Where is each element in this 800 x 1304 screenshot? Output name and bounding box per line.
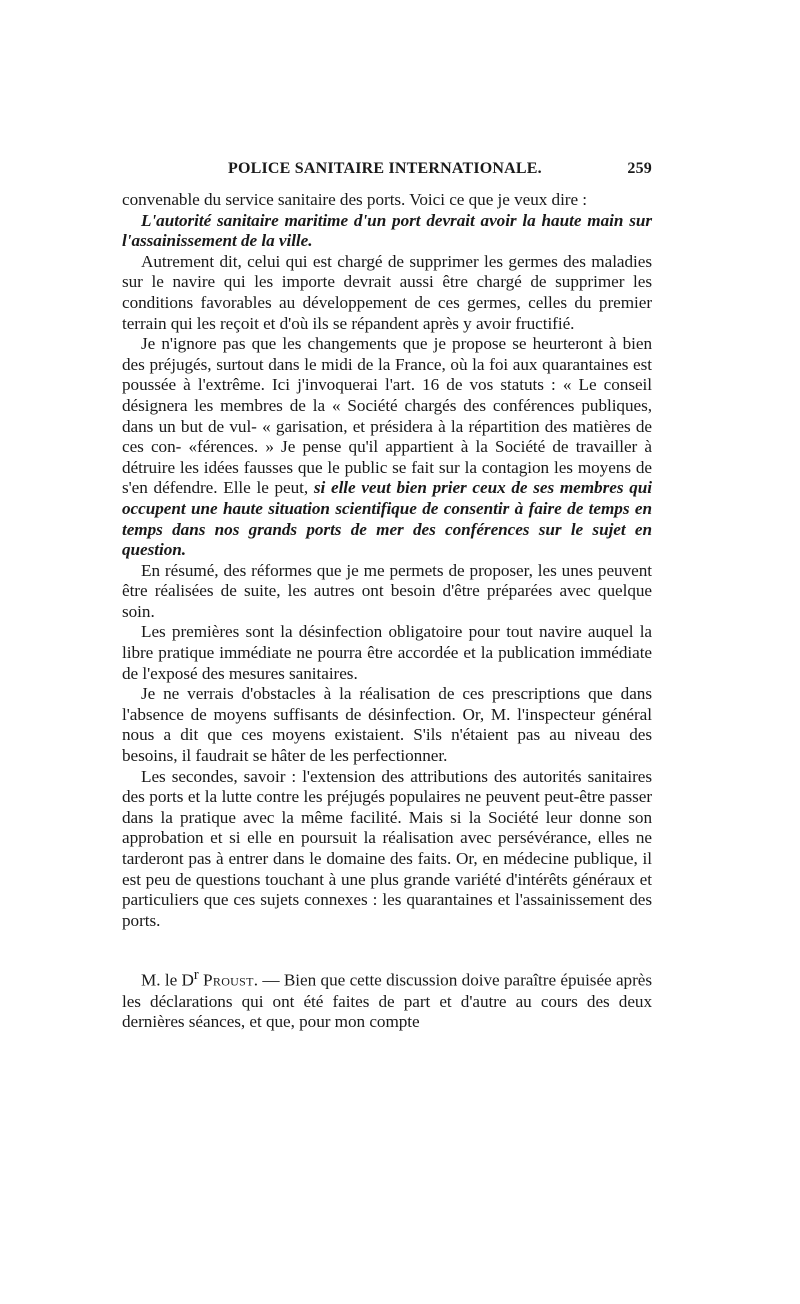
speaker-prefix: M. le D: [141, 971, 194, 991]
paragraph-7: Je ne verrais d'obstacles à la réalisation de ces prescriptions que dans l'absence de moyens suffisants de désinfection. Or, M. l'inspecteur général nous a dit que ces moyens existaient. S'ils n'étaient pas au niveau des besoins, il faudrait se hâter de les perfectionner.: [122, 684, 652, 766]
paragraph-6: Les premières sont la désinfection obligatoire pour tout navire auquel la libre pratique immédiate ne pourra être accordée et la publication immédiate de l'exposé des mesures sanitaires.: [122, 622, 652, 683]
paragraph-8: Les secondes, savoir : l'extension des attributions des autorités sanitaires des ports et la lutte contre les préjugés populaires ne peuvent peut-être passer dans la pratique avec la même facilité. Mais si la Société leur donne son approbation et si elle en poursuit la réalisation avec persévérance, elles ne tarderont pas à entrer dans le domaine des faits. Or, en médecine publique, il est peu de questions touchant à une plus grande variété d'intérêts généraux et particuliers que ces sujets connexes : les quarantaines et l'assainissement des ports.: [122, 766, 652, 930]
paragraph-3: Autrement dit, celui qui est chargé de supprimer les germes des maladies sur le navire qui les importe devrait aussi être chargé de supprimer les conditions favorables au développement de ces germes, celles du premier terrain qui les reçoit et d'où ils se répandent après y avoir fructifié.: [122, 251, 652, 333]
paragraph-1: convenable du service sanitaire des ports. Voici ce que je veux dire :: [122, 190, 588, 209]
italic-proposal: L'autorité sanitaire maritime d'un port devrait avoir la haute main sur l'assainissement de la ville.: [122, 210, 652, 251]
body-text: [122, 190, 652, 1033]
speaker-name: Proust: [203, 971, 254, 991]
speaker-text: Bien que cette discussion doive paraître épuisée après les déclarations qui ont été faites de part et d'autre au cours des deux dernières séances, et que, pour mon compte: [122, 971, 652, 1032]
paragraph-4: [122, 334, 652, 561]
speaker-paragraph: [122, 965, 652, 1033]
paragraph-4-text: Je n'ignore pas que les changements que je propose se heurteront à bien des préjugés, surtout dans le midi de la France, où la foi aux quarantaines est poussée à l'extrême. Ici j'invoquerai l'art. 16 de vos statuts : « Le conseil désignera les membres de la « Société chargés des conférences publiques, dans un but de vul- « garisation, et présidera à la répartition des matières de ces con- «férences. » Je pense qu'il appartient à la Société de travailler à détruire les idées fausses que le public se fait sur la contagion les moyens de s'en défendre. Elle le peut,: [122, 334, 652, 498]
paragraph-5: En résumé, des réformes que je me permets de proposer, les unes peuvent être réalisées de suite, les autres ont besoin d'être préparées avec quelque soin.: [122, 560, 652, 621]
page-number: 259: [627, 160, 652, 177]
running-title: POLICE SANITAIRE INTERNATIONALE.: [228, 160, 542, 177]
speaker-separator: . —: [253, 971, 284, 991]
paragraph-4-emphasis: si elle veut bien prier ceux de ses membres qui occupent une haute situation scientifique de consentir à faire de temps en temps dans nos grands ports de mer des conférences sur le sujet en question.: [122, 478, 652, 560]
speaker-title-sup: r: [193, 967, 199, 984]
